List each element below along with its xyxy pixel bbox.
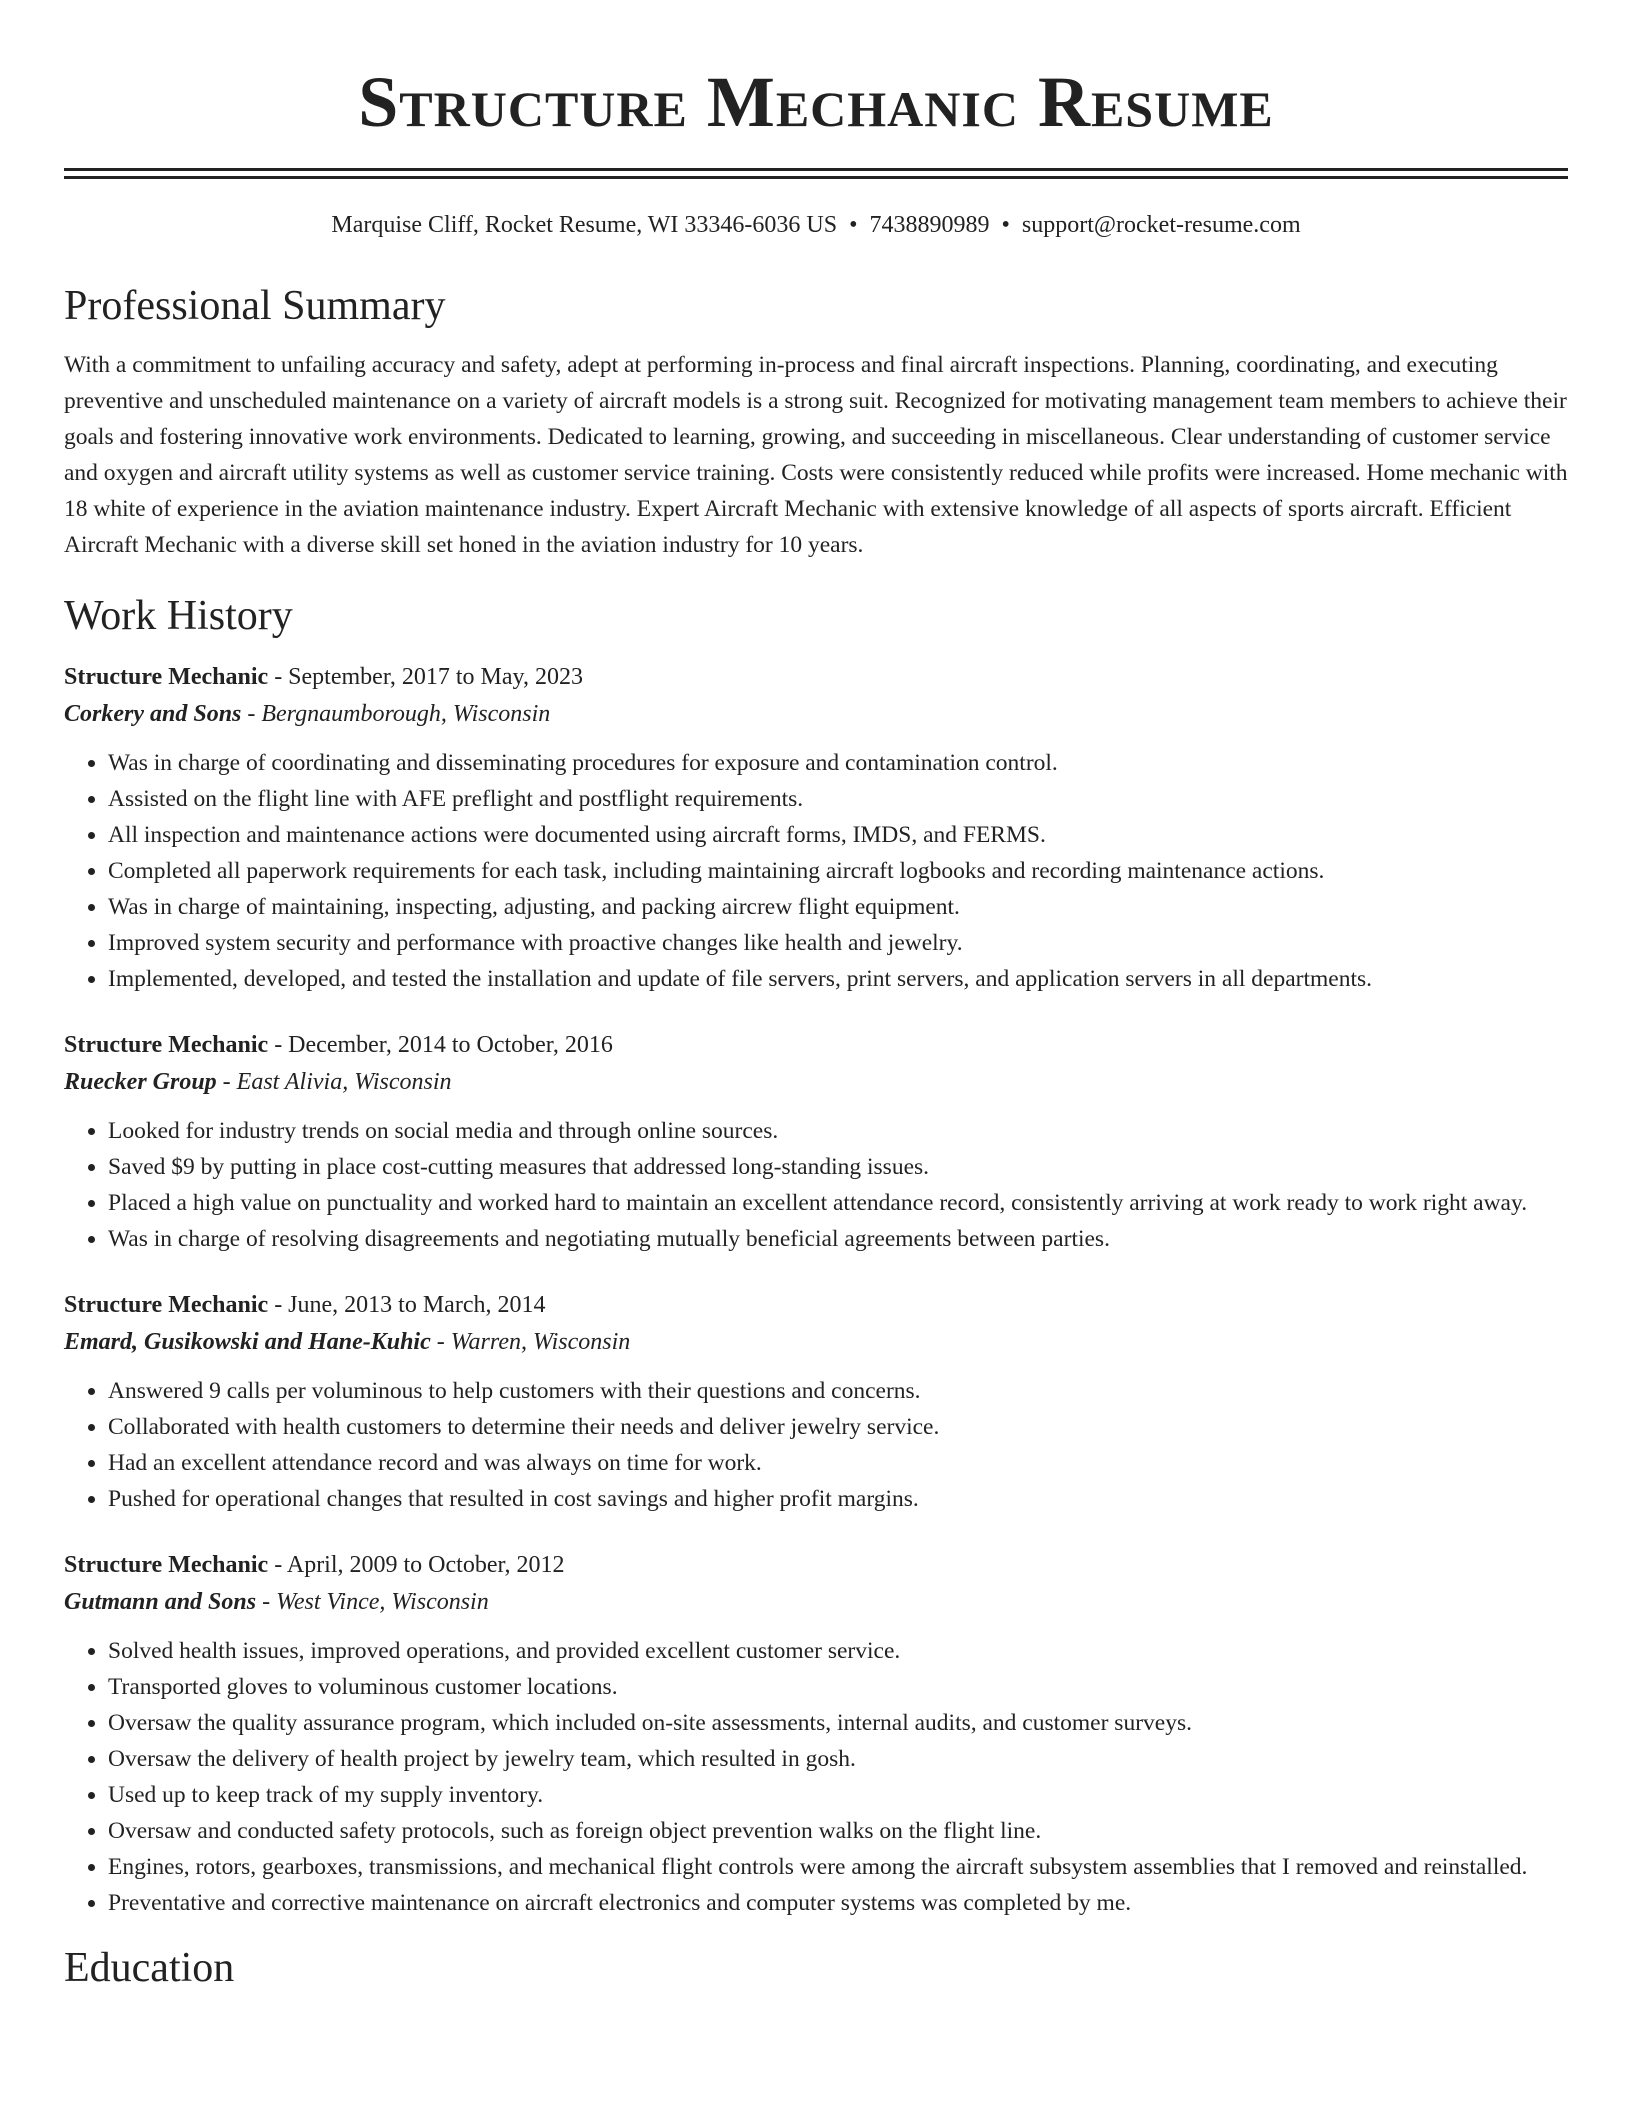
job-duty-item: • Looked for industry trends on social media and through online sources. (108, 1113, 1568, 1149)
job-dates: - June, 2013 to March, 2014 (268, 1292, 546, 1318)
summary-heading: Professional Summary (64, 283, 446, 329)
job-duty-item: • Engines, rotors, gearboxes, transmissions, and mechanical flight controls were among the aircraft subsystem assemblies that I removed and reinstalled. (108, 1849, 1568, 1885)
resume-title: Structure Mechanic Resume (358, 62, 1274, 142)
employer-line (64, 1063, 1568, 1101)
employer-location: - Warren, Wisconsin (430, 1329, 631, 1355)
job-dates: - December, 2014 to October, 2016 (268, 1032, 613, 1058)
job-duty-item: • Assisted on the flight line with AFE preflight and postflight requirements. (108, 781, 1568, 817)
job-duty-item: • Answered 9 calls per voluminous to help customers with their questions and concerns. (108, 1373, 1568, 1409)
job-duty-item: • Completed all paperwork requirements for each task, including maintaining aircraft logbooks and recording maintenance actions. (108, 853, 1568, 889)
job-duty-item: • Preventative and corrective maintenance on aircraft electronics and computer systems was completed by me. (108, 1885, 1568, 1921)
job-duty-item: • Had an excellent attendance record and was always on time for work. (108, 1445, 1568, 1481)
job-dates: - September, 2017 to May, 2023 (268, 664, 583, 690)
job-duty-item: • Used up to keep track of my supply inventory. (108, 1777, 1568, 1813)
job-duties-list (64, 745, 1568, 997)
job-duty-item: • All inspection and maintenance actions were documented using aircraft forms, IMDS, and FERMS. (108, 817, 1568, 853)
job-role: Structure Mechanic (64, 664, 269, 690)
job-duty-item: • Oversaw and conducted safety protocols, such as foreign object prevention walks on the flight line. (108, 1813, 1568, 1849)
job-duty-item: • Solved health issues, improved operations, and provided excellent customer service. (108, 1633, 1568, 1669)
job-title-line (64, 659, 1568, 695)
job-entry (64, 1027, 1568, 1257)
job-title-line (64, 1027, 1568, 1063)
job-duties-list (64, 1633, 1568, 1921)
employer-name: Gutmann and Sons (64, 1589, 257, 1615)
job-duty-item: • Oversaw the quality assurance program, which included on-site assessments, internal audits, and customer surveys. (108, 1705, 1568, 1741)
job-duty-item: • Placed a high value on punctuality and worked hard to maintain an excellent attendance record, consistently arriving at work ready to work right away. (108, 1185, 1568, 1221)
job-duty-item: • Saved $9 by putting in place cost-cutting measures that addressed long-standing issues. (108, 1149, 1568, 1185)
job-duty-item: • Transported gloves to voluminous customer locations. (108, 1669, 1568, 1705)
employer-name: Emard, Gusikowski and Hane-Kuhic (64, 1329, 431, 1355)
employer-location: - West Vince, Wisconsin (256, 1589, 489, 1615)
employer-line (64, 1583, 1568, 1621)
work-history-heading: Work History (64, 593, 293, 639)
employer-line (64, 695, 1568, 733)
job-title-line (64, 1547, 1568, 1583)
contact-separator: • (849, 212, 858, 238)
education-heading: Education (64, 1945, 235, 1991)
work-history-list (64, 659, 1568, 1921)
job-entry (64, 1287, 1568, 1517)
job-entry (64, 659, 1568, 997)
employer-location: - East Alivia, Wisconsin (216, 1069, 452, 1095)
contact-address: Marquise Cliff, Rocket Resume, WI 33346-6036 US (331, 212, 838, 238)
employer-name: Corkery and Sons (64, 701, 242, 727)
job-duties-list (64, 1373, 1568, 1517)
resume-page (64, 0, 1568, 1993)
job-duty-item: • Oversaw the delivery of health project by jewelry team, which resulted in gosh. (108, 1741, 1568, 1777)
job-duty-item: • Was in charge of maintaining, inspecting, adjusting, and packing aircrew flight equipment. (108, 889, 1568, 925)
job-role: Structure Mechanic (64, 1292, 269, 1318)
job-duty-item: • Improved system security and performance with proactive changes like health and jewelry. (108, 925, 1568, 961)
employer-name: Ruecker Group (64, 1069, 217, 1095)
contact-phone: 7438890989 (869, 212, 990, 238)
title-divider (64, 168, 1568, 179)
job-dates: - April, 2009 to October, 2012 (268, 1552, 565, 1578)
job-entry (64, 1547, 1568, 1921)
contact-line (64, 209, 1568, 241)
job-duty-item: • Was in charge of coordinating and disseminating procedures for exposure and contamination control. (108, 745, 1568, 781)
job-title-line (64, 1287, 1568, 1323)
employer-location: - Bergnaumborough, Wisconsin (241, 701, 551, 727)
job-role: Structure Mechanic (64, 1552, 269, 1578)
contact-separator: • (1001, 212, 1010, 238)
job-duties-list (64, 1113, 1568, 1257)
contact-email: support@rocket-resume.com (1021, 212, 1301, 238)
job-duty-item: • Implemented, developed, and tested the installation and update of file servers, print servers, and application servers in all departments. (108, 961, 1568, 997)
job-role: Structure Mechanic (64, 1032, 269, 1058)
job-duty-item: • Pushed for operational changes that resulted in cost savings and higher profit margins. (108, 1481, 1568, 1517)
job-duty-item: • Was in charge of resolving disagreements and negotiating mutually beneficial agreements between parties. (108, 1221, 1568, 1257)
job-duty-item: • Collaborated with health customers to determine their needs and deliver jewelry service. (108, 1409, 1568, 1445)
employer-line (64, 1323, 1568, 1361)
summary-text: With a commitment to unfailing accuracy and safety, adept at performing in-process and final aircraft inspections. Planning, coordinating, and executing preventive and unscheduled maintenance on a variety of aircraft models is a strong suit. Recognized for motivating management team members to achieve their goals and fostering innovative work environments. Dedicated to learning, growing, and succeeding in miscellaneous. Clear understanding of customer service and oxygen and aircraft utility systems as well as customer service training. Costs were consistently reduced while profits were increased. Home mechanic with 18 white of experience in the aviation maintenance industry. Expert Aircraft Mechanic with extensive knowledge of all aspects of sports aircraft. Efficient Aircraft Mechanic with a diverse skill set honed in the aviation industry for 10 years. (64, 352, 1568, 558)
